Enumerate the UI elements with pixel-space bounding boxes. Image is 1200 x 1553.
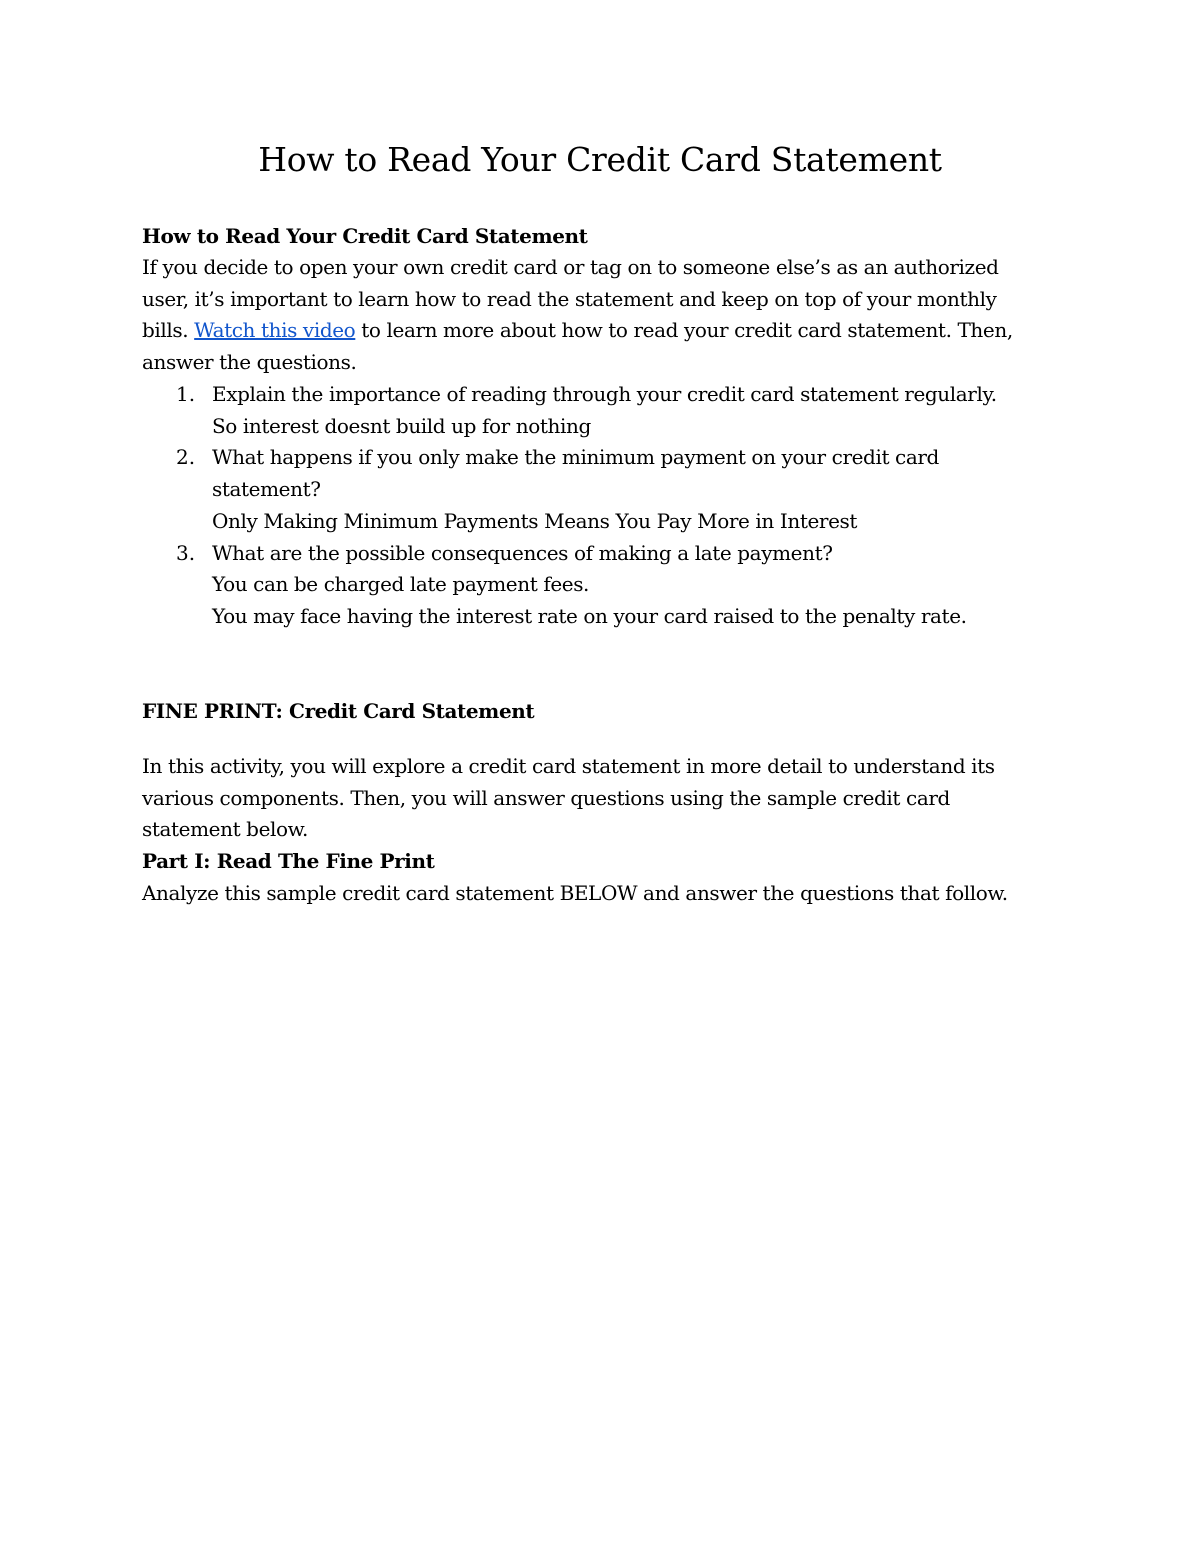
question-text: What are the possible consequences of making a late payment? [212,541,833,565]
document-title: How to Read Your Credit Card Statement [258,140,942,179]
intro-text-segment: bills. [142,318,195,342]
question-text: statement? [212,477,321,501]
paragraph-line: statement below. [142,817,308,841]
watch-video-link[interactable]: Watch this video [194,318,356,342]
list-number: 3. [176,541,196,565]
list-number: 1. [176,382,196,406]
part-instructions: Analyze this sample credit card statement BELOW and answer the questions that follow. [142,881,1008,905]
intro-text-line [142,316,1013,344]
question-text: Explain the importance of reading through your credit card statement regularly. [212,382,997,406]
answer-text: You may face having the interest rate on your card raised to the penalty rate. [212,604,967,628]
intro-text-line: user, it’s important to learn how to read the statement and keep on top of your monthly [142,287,997,311]
intro-text-line: If you decide to open your own credit card or tag on to someone else’s as an authorized [142,255,999,279]
section-heading: FINE PRINT: Credit Card Statement [142,699,535,723]
part-heading: Part I: Read The Fine Print [142,849,435,873]
answer-text: Only Making Minimum Payments Means You Pay More in Interest [212,509,858,533]
question-text: What happens if you only make the minimum payment on your credit card [212,445,939,469]
intro-text-line: answer the questions. [142,350,357,374]
paragraph-line: In this activity, you will explore a credit card statement in more detail to understand its [142,754,995,778]
list-number: 2. [176,445,196,469]
answer-text: You can be charged late payment fees. [212,572,590,596]
paragraph-line: various components. Then, you will answer questions using the sample credit card [142,786,950,810]
section-heading: How to Read Your Credit Card Statement [142,224,588,248]
answer-text: So interest doesnt build up for nothing [212,414,591,438]
intro-text-segment: to learn more about how to read your credit card statement. Then, [355,318,1013,342]
